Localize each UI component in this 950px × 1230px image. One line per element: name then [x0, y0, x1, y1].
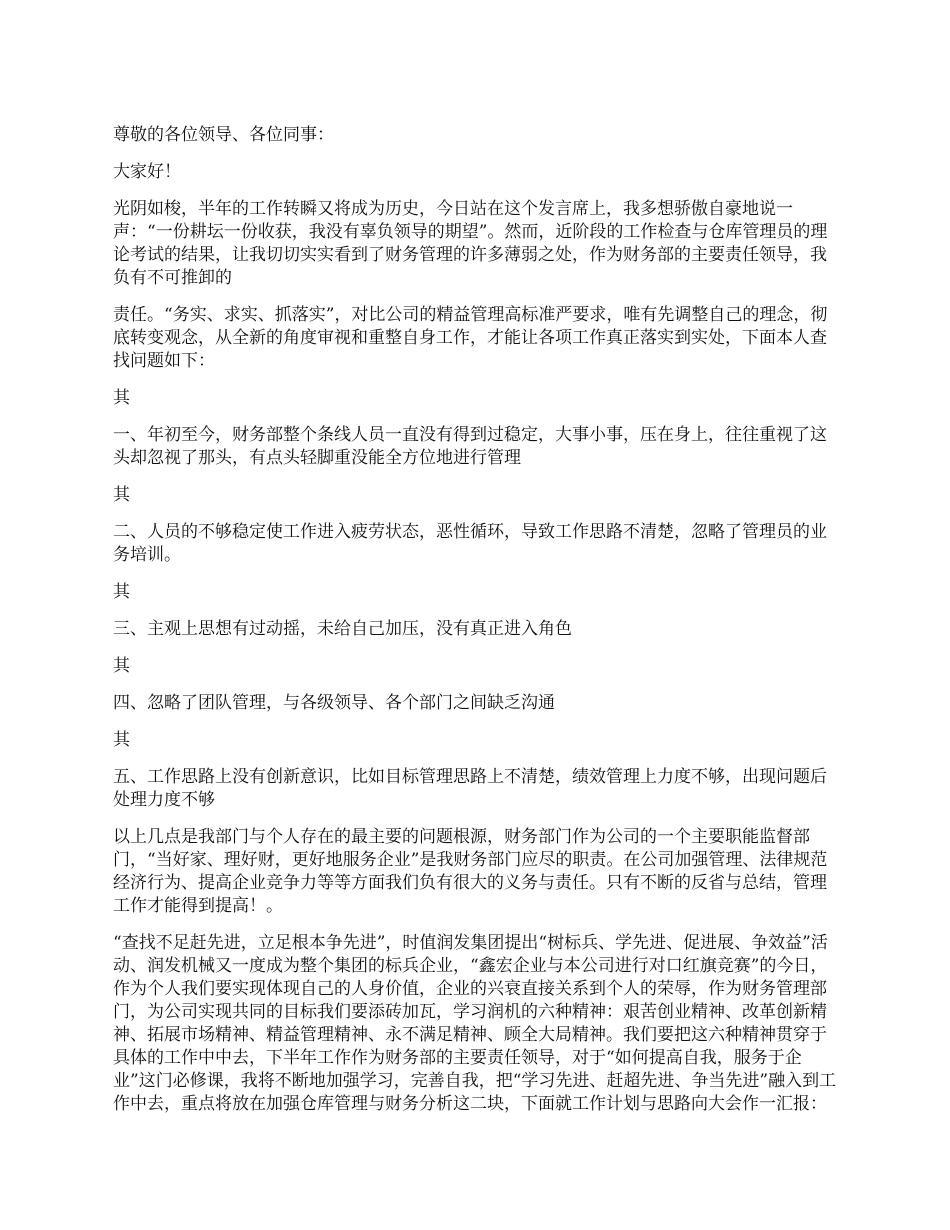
paragraph-responsibility: 责任。“务实、求实、抓落实”，对比公司的精益管理高标准严要求，唯有先调整自己的理念，彻底转变观念，从全新的角度审视和重整自身工作，才能让各项工作真正落实到实处，下面本人查找问题如下：	[113, 305, 828, 371]
paragraph-issue-1: 一、年初至今，财务部整个条线人员一直没有得到过稳定，大事小事，压在身上，往往重视了这头却忽视了那头，有点头轻脚重没能全方位地进行管理	[113, 425, 827, 468]
greeting: 大家好！	[113, 162, 181, 182]
paragraph-issue-5: 五、工作思路上没有创新意识，比如目标管理思路上不清楚，绩效管理上力度不够，出现问题后处理力度不够	[113, 767, 827, 810]
paragraph-marker: 其	[113, 388, 130, 408]
paragraph-marker: 其	[113, 656, 130, 676]
paragraph-plan: “查找不足赶先进，立足根本争先进”，时值润发集团提出“树标兵、学先进、促进展、争效益”活动、润发机械又一度成为整个集团的标兵企业，“鑫宏企业与本公司进行对口红旗竞赛”的今日，作为个人我们要实现体现自己的人身价值，企业的兴衰直接关系到个人的荣辱，作为财务管理部门，为公司实现共同的目标我们要添砖加瓦，学习润机的六种精神：艰苦创业精神、改革创新精神、拓展市场精神、精益管理精神、永不满足精神、顾全大局精神。我们要把这六种精神贯穿于具体的工作中中去，下半年工作作为财务部的主要责任领导，对于“如何提高自我，服务于企业”这门必修课，我将不断地加强学习，完善自我，把“学习先进、赶超先进、争当先进”融入到工作中去，重点将放在加强仓库管理与财务分析这二块，下面就工作计划与思路向大会作一汇报：	[113, 933, 837, 1114]
salutation: 尊敬的各位领导、各位同事：	[113, 125, 334, 145]
paragraph-intro: 光阴如梭，半年的工作转瞬又将成为历史，今日站在这个发言席上，我多想骄傲自豪地说一声：“一份耕坛一份收获，我没有辜负领导的期望”。然而，近阶段的工作检查与仓库管理员的理论考试的结果，让我切切实实看到了财务管理的许多薄弱之处，作为财务部的主要责任领导，我负有不可推卸的	[113, 199, 828, 288]
paragraph-issue-4: 四、忽略了团队管理，与各级领导、各个部门之间缺乏沟通	[113, 693, 555, 713]
paragraph-summary: 以上几点是我部门与个人存在的最主要的问题根源，财务部门作为公司的一个主要职能监督部门，“当好家、理好财，更好地服务企业”是我财务部门应尽的职责。在公司加强管理、法律规范经济行为、提高企业竞争力等等方面我们负有很大的义务与责任。只有不断的反省与总结，管理工作才能得到提高！。	[113, 827, 828, 916]
paragraph-issue-3: 三、主观上思想有过动摇，未给自己加压，没有真正进入角色	[113, 619, 572, 639]
paragraph-issue-2: 二、人员的不够稳定使工作进入疲劳状态，恶性循环，导致工作思路不清楚，忽略了管理员的业务培训。	[113, 522, 827, 565]
paragraph-marker: 其	[113, 485, 130, 505]
paragraph-marker: 其	[113, 582, 130, 602]
paragraph-marker: 其	[113, 730, 130, 750]
document-body	[113, 124, 841, 1130]
